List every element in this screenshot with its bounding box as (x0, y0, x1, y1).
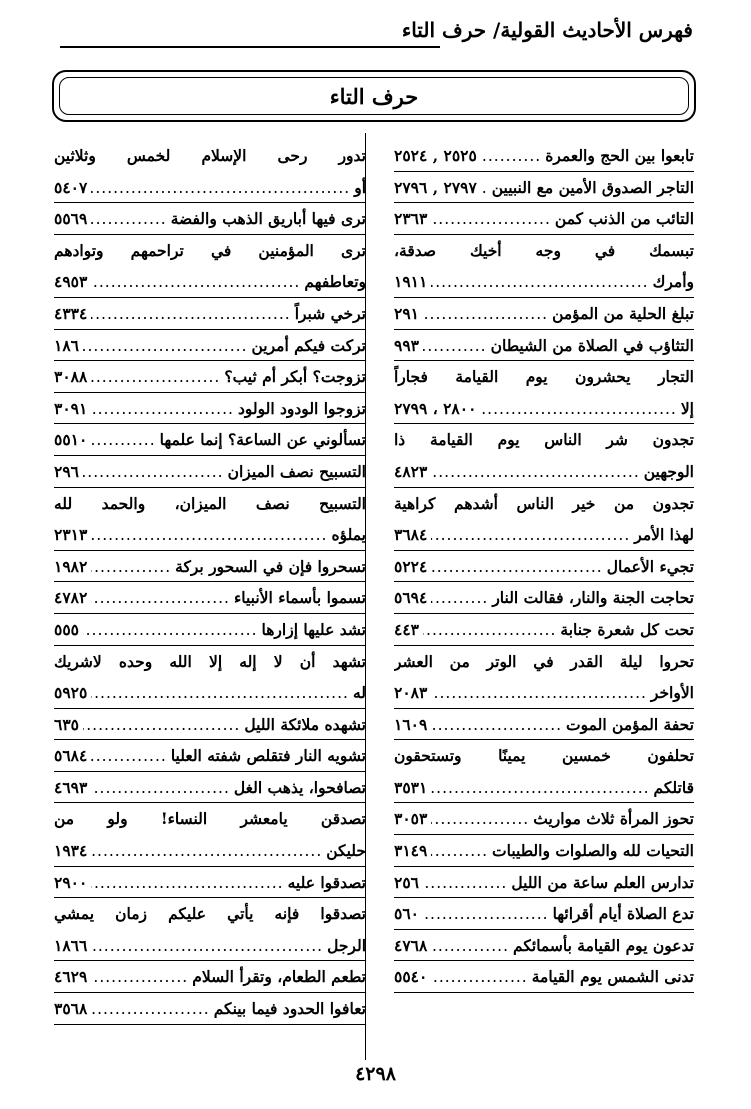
entry-hadith-number: ٤٨٢٣ (394, 461, 428, 481)
index-entry (54, 551, 366, 583)
entry-text: تحاجت الجنة والنار، فقالت النار (492, 588, 694, 608)
index-entry: التجار يحشرون يوم القيامة فجاراً (394, 367, 694, 387)
entry-text: تصافحوا، يذهب الغل (233, 777, 366, 797)
entry-text: تابعوا بين الحج والعمرة (545, 146, 694, 165)
entry-text: تجيء الأعمال (606, 556, 694, 576)
entry-hadith-number: ٥٥٥ (54, 619, 79, 639)
entry-text: تركت فيكم أمرين (251, 335, 366, 355)
entry-hadith-number: ٣١٤٩ (394, 841, 428, 861)
entry-text: تصدقوا عليه (287, 872, 366, 892)
entry-hadith-number: ٣٠٥٣ (394, 809, 428, 829)
dot-leader (91, 836, 322, 867)
index-entry (54, 298, 366, 330)
entry-hadith-number: ٩٩٣ (394, 335, 419, 355)
entry-hadith-number: ٢٥٦ (394, 872, 419, 892)
page-number: ٤٢٩٨ (355, 1063, 396, 1085)
index-entry: تجدون من خير الناس أشدهم كراهية (394, 493, 694, 513)
index-entry: تحروا ليلة القدر في الوتر من العشر (394, 651, 694, 671)
entry-text: تزوجت؟ أبكر أم ثيب؟ (224, 367, 366, 387)
entry-hadith-number: ٢٩١ (394, 303, 419, 323)
index-entry (54, 330, 366, 362)
entry-text: تشد عليها إزارها (261, 619, 366, 639)
index-entry (394, 140, 694, 172)
entry-hadith-number: ١٦٠٩ (394, 714, 428, 734)
dot-leader (91, 173, 350, 204)
dot-leader (83, 457, 224, 488)
index-entry (54, 740, 366, 772)
index-entry: التسبيح نصف الميزان، والحمد لله (54, 493, 366, 513)
index-entry: تبسمك في وجه أخيك صدقة، (394, 240, 694, 260)
entry-text: تبلغ الحلية من المؤمن (552, 303, 694, 323)
dot-leader (91, 394, 234, 425)
entry-text: الرجل (327, 935, 366, 955)
index-entry (394, 393, 694, 425)
dot-leader (91, 994, 209, 1025)
entry-hadith-number: ٤٤٣ (394, 619, 419, 639)
dot-leader (431, 804, 529, 835)
dot-leader (423, 299, 548, 330)
index-entry (54, 709, 366, 741)
dot-leader (91, 678, 349, 709)
index-entry (394, 930, 694, 962)
entry-hadith-number: ٥٤٠٧ (54, 177, 88, 197)
dot-leader (91, 362, 220, 393)
entry-text: التسبيح نصف الميزان (227, 461, 366, 481)
dot-leader (83, 331, 248, 362)
dot-leader (481, 141, 541, 172)
entry-hadith-number: ٣٦٨٤ (394, 525, 428, 545)
entry-hadith-number: ٢٩٠٠ (54, 872, 88, 892)
entry-text: تدنى الشمس يوم القيامة (531, 967, 694, 987)
entry-text: تسموا بأسماء الأنبياء (233, 588, 366, 608)
entry-text: تدع الصلاة أيام أقرائها (552, 904, 694, 924)
entry-hadith-number: ٢٣١٣ (54, 525, 88, 545)
index-entry (394, 551, 694, 583)
entry-hadith-number: ٤٦٩٣ (54, 777, 88, 797)
index-entry (54, 772, 366, 804)
entry-hadith-number: ٤٩٥٣ (54, 272, 88, 292)
dot-leader (91, 962, 188, 993)
entry-text: التثاؤب في الصلاة من الشيطان (490, 335, 694, 355)
entry-text: تزوجوا الودود الولود (237, 398, 366, 418)
dot-leader (91, 267, 300, 298)
index-entry (54, 456, 366, 488)
dot-leader (423, 899, 549, 930)
index-entry (394, 867, 694, 899)
entry-text: تطعم الطعام، وتقرأ السلام (192, 967, 366, 987)
dot-leader (91, 741, 167, 772)
entry-hadith-number: ٥٢٢٤ (394, 556, 428, 576)
entry-text: تسحروا فإن في السحور بركة (175, 556, 366, 576)
entry-hadith-number: ٢٨٠٠ ، ٢٧٩٩ (394, 398, 477, 418)
entry-text: يملؤه (331, 525, 366, 545)
dot-leader (431, 710, 562, 741)
index-entry (54, 993, 366, 1025)
index-entry (54, 393, 366, 425)
index-entry (54, 519, 366, 551)
index-entry (54, 677, 366, 709)
index-entry (394, 266, 694, 298)
dot-leader (91, 552, 171, 583)
index-entry (394, 835, 694, 867)
entry-hadith-number: ١٩٣٤ (54, 841, 88, 861)
entry-hadith-number: ٤٧٨٢ (54, 588, 88, 608)
entry-hadith-number: ٣٥٣١ (394, 777, 428, 797)
dot-leader (91, 299, 290, 330)
entry-hadith-number: ٢٠٨٣ (394, 683, 428, 703)
index-entry (394, 330, 694, 362)
index-entry (394, 203, 694, 235)
entry-text: التاجر الصدوق الأمين مع النبيين (491, 177, 694, 197)
entry-hadith-number: ١٩١١ (394, 272, 428, 292)
entry-hadith-number: ٢٥٢٥ , ٢٥٢٤ (394, 146, 477, 165)
entry-text: لهذا الأمر (634, 525, 694, 545)
entry-hadith-number: ١٨٦ (54, 335, 79, 355)
dot-leader (91, 868, 283, 899)
entry-hadith-number: ٢٣٦٣ (394, 209, 428, 229)
section-title: حرف التاء (329, 83, 419, 109)
index-entry (394, 803, 694, 835)
entry-text: أو (354, 177, 366, 197)
entry-text: تحفة المؤمن الموت (566, 714, 694, 734)
dot-leader (423, 868, 507, 899)
entry-hadith-number: ٣٥٦٨ (54, 999, 88, 1019)
entry-text: حليكن (326, 841, 366, 861)
dot-leader (431, 520, 630, 551)
index-entry (394, 172, 694, 204)
index-entry (54, 835, 366, 867)
entry-hadith-number: ٥٦٠ (394, 904, 419, 924)
dot-leader (83, 615, 258, 646)
index-entry: تجدون شر الناس يوم القيامة ذا (394, 430, 694, 450)
entry-hadith-number: ٢٧٩٧ , ٢٧٩٦ (394, 177, 477, 197)
entry-hadith-number: ٥٩٢٥ (54, 683, 88, 703)
index-entry (394, 519, 694, 551)
dot-leader (91, 583, 230, 614)
dot-leader (83, 710, 240, 741)
entry-hadith-number: ٥٥١٠ (54, 430, 88, 450)
index-entry (54, 867, 366, 899)
entry-text: ترخي شبراً (294, 303, 366, 323)
dot-leader (431, 962, 527, 993)
dot-leader (423, 331, 487, 362)
entry-text: التحيات لله والصلوات والطيبات (492, 841, 694, 861)
dot-leader (431, 583, 488, 614)
entry-hadith-number: ٢٩٦ (54, 461, 79, 481)
entry-text: التائب من الذنب كمن (554, 209, 694, 229)
entry-hadith-number: ٥٥٦٩ (54, 209, 88, 229)
index-entry (54, 361, 366, 393)
index-entry (54, 930, 366, 962)
index-entry (54, 266, 366, 298)
dot-leader (91, 204, 166, 235)
index-entry (54, 961, 366, 993)
dot-leader (431, 931, 509, 962)
index-entry: تصدقن يامعشر النساء! ولو من (54, 809, 366, 829)
index-entry (54, 424, 366, 456)
entry-text: تحوز المرأة ثلاث مواريث (533, 809, 694, 829)
index-entry (394, 709, 694, 741)
index-entry (394, 582, 694, 614)
dot-leader (480, 394, 676, 425)
index-entry (54, 614, 366, 646)
entry-hadith-number: ٥٦٩٤ (394, 588, 428, 608)
entry-text: تشهده ملائكة الليل (244, 714, 366, 734)
index-entry (394, 772, 694, 804)
section-heading-inner-frame (59, 77, 689, 115)
entry-text: تشويه النار فتقلص شفته العليا (170, 746, 366, 766)
entry-hadith-number: ٥٦٨٤ (54, 746, 88, 766)
dot-leader (91, 773, 230, 804)
dot-leader (431, 267, 648, 298)
entry-hadith-number: ٤٦٢٩ (54, 967, 88, 987)
index-entry (394, 456, 694, 488)
entry-hadith-number: ٣٠٩١ (54, 398, 88, 418)
entry-text: قاتلكم (653, 777, 694, 797)
entry-text: له (352, 683, 366, 703)
entry-text: تحت كل شعرة جنابة (560, 619, 694, 639)
running-header-title: فهرس الأحاديث القولية/ حرف التاء (401, 18, 693, 42)
index-entry: تدور رحى الإسلام لخمس وثلاثين (54, 146, 366, 165)
entry-text: وتعاطفهم (304, 272, 366, 292)
dot-leader (423, 615, 556, 646)
entry-hadith-number: ٥٥٤٠ (394, 967, 428, 987)
entry-hadith-number: ٤٣٣٤ (54, 303, 88, 323)
entry-hadith-number: ٣٠٨٨ (54, 367, 88, 387)
entry-hadith-number: ٤٧٦٨ (394, 935, 428, 955)
index-entry (54, 203, 366, 235)
entry-text: تدارس العلم ساعة من الليل (511, 872, 694, 892)
index-entry (394, 898, 694, 930)
index-entry: تشهد أن لا إله إلا الله وحده لاشريك (54, 651, 366, 671)
index-entry (394, 614, 694, 646)
entry-text: تعافوا الحدود فيما بينكم (213, 999, 366, 1019)
index-entry (394, 961, 694, 993)
index-entry (54, 172, 366, 204)
entry-hadith-number: ١٨٦٦ (54, 935, 88, 955)
dot-leader (431, 552, 602, 583)
dot-leader (91, 520, 327, 551)
index-entry: ترى المؤمنين في تراحمهم وتوادهم (54, 240, 366, 260)
entry-text: الأواخر (650, 683, 694, 703)
entry-hadith-number: ١٩٨٢ (54, 556, 88, 576)
entry-hadith-number: ٦٣٥ (54, 714, 79, 734)
entry-text: وأمرك (652, 272, 694, 292)
index-column-left (54, 140, 366, 1025)
index-entry: تصدقوا فإنه يأتي عليكم زمان يمشي (54, 904, 366, 924)
index-entry (394, 298, 694, 330)
section-heading-box (52, 70, 696, 122)
entry-text: تدعون يوم القيامة بأسمائكم (513, 935, 694, 955)
index-column-right (394, 140, 694, 993)
index-entry (54, 582, 366, 614)
dot-leader (481, 173, 488, 204)
index-entry (394, 677, 694, 709)
header-rule (60, 46, 440, 48)
dot-leader (91, 931, 323, 962)
entry-text: تسألوني عن الساعة؟ إنما علمها (159, 430, 366, 450)
dot-leader (91, 425, 155, 456)
dot-leader (431, 678, 647, 709)
dot-leader (431, 457, 639, 488)
dot-leader (431, 836, 488, 867)
entry-text: إلا (680, 398, 694, 418)
dot-leader (431, 204, 551, 235)
entry-text: ترى فيها أباريق الذهب والفضة (170, 209, 366, 229)
entry-text: الوجهين (643, 461, 694, 481)
dot-leader (431, 773, 649, 804)
index-entry: تحلفون خمسين يمينًا وتستحقون (394, 746, 694, 766)
